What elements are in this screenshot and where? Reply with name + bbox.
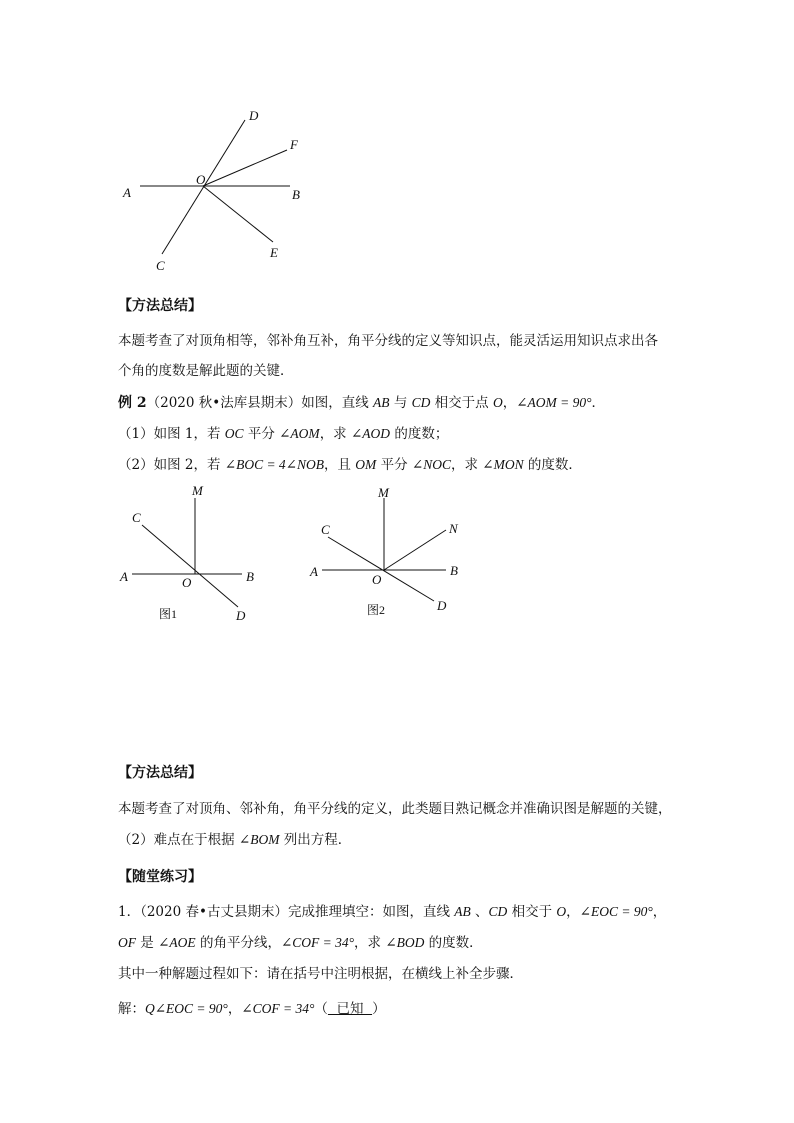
- summary-1-line-1: 本题考查了对顶角相等，邻补角互补，角平分线的定义等知识点，能灵活运用知识点求出各: [118, 333, 658, 349]
- label-m: M: [192, 483, 203, 498]
- math: O: [556, 904, 567, 919]
- math: ∠AOD: [350, 426, 391, 441]
- ray-oe: [203, 186, 273, 242]
- text: 是: [136, 935, 159, 951]
- text: ）: [372, 1001, 386, 1017]
- practice-heading: 【随堂练习】: [118, 869, 202, 885]
- text: ，且: [324, 457, 356, 473]
- label-d: D: [437, 598, 447, 613]
- math: ∠COF = 34°: [280, 935, 355, 950]
- figure-2-caption: 图2: [367, 603, 386, 617]
- text: 1．（2020 春•古丈县期末）完成推理填空：如图，直线: [118, 904, 455, 920]
- summary-2-line-1: 本题考查了对顶角、邻补角，角平分线的定义，此类题目熟记概念并准确识图是解题的关键，: [118, 801, 672, 817]
- label-a: A: [310, 564, 318, 579]
- label-o: O: [372, 572, 382, 587]
- label-c: C: [156, 258, 165, 273]
- text: ．: [591, 395, 606, 411]
- ray-on-fig2: [384, 530, 446, 570]
- math: CD: [488, 904, 508, 919]
- text: 相交于点: [430, 395, 493, 411]
- label-b: B: [246, 569, 254, 584]
- math: ∠BOM: [238, 832, 280, 847]
- text: 平分: [376, 457, 412, 473]
- text: ，求: [450, 457, 483, 473]
- figure-1-caption: 图1: [159, 607, 178, 621]
- math-aom: ∠AOM = 90°: [516, 395, 592, 410]
- math-o: O: [492, 395, 503, 410]
- text: 的度数．: [424, 935, 483, 951]
- math: ∠BOC = 4∠NOB: [224, 457, 324, 472]
- label-b: B: [450, 563, 458, 578]
- example-2-stem: [118, 393, 605, 413]
- label-m: M: [378, 485, 389, 500]
- text: ，: [652, 904, 667, 920]
- label-d: D: [249, 108, 259, 123]
- math: OM: [355, 457, 377, 472]
- label-f: F: [290, 137, 298, 152]
- text: ，: [502, 395, 517, 411]
- math: OC: [224, 426, 244, 441]
- example-2-source: （2020 秋•法库县期末）如图，直线: [146, 395, 374, 411]
- example-2-question-2: [118, 455, 582, 475]
- text: 解：: [118, 1001, 145, 1017]
- label-o: O: [182, 575, 192, 590]
- line-cd-fig1: [142, 525, 238, 607]
- text: （1）如图 1，若: [118, 426, 225, 442]
- practice-line-3: 其中一种解题过程如下：请在括号中注明根据，在横线上补全步骤．: [118, 966, 523, 982]
- text: 平分: [243, 426, 280, 442]
- example-2-question-1: [118, 424, 448, 444]
- math: ∠EOC = 90°: [579, 904, 653, 919]
- summary-2-line-2: [118, 830, 351, 850]
- label-b: B: [292, 187, 300, 202]
- text: ，求: [354, 935, 386, 951]
- text: 的度数．: [523, 457, 582, 473]
- figure-1: [112, 482, 272, 627]
- label-o: O: [196, 172, 206, 187]
- text: ，求: [319, 426, 351, 442]
- example-2-label: 例 2: [118, 395, 147, 411]
- label-c: C: [321, 522, 330, 537]
- math: ∠AOM: [279, 426, 320, 441]
- reason-blank: 已知: [327, 1001, 373, 1017]
- line-cd-fig2: [328, 537, 434, 601]
- label-a: A: [123, 185, 131, 200]
- label-a: A: [120, 569, 128, 584]
- text: 列出方程．: [279, 832, 352, 848]
- summary-1-line-2: 个角的度数是解此题的关键．: [118, 363, 294, 379]
- math: ∠BOD: [385, 935, 425, 950]
- text: （2）难点在于根据: [118, 832, 239, 848]
- math-ab: AB: [373, 395, 390, 410]
- practice-line-2: [118, 933, 483, 953]
- math: ∠MON: [482, 457, 524, 472]
- math: ∠AOE: [158, 935, 196, 950]
- figure-2: [300, 482, 475, 627]
- text: 、: [470, 904, 489, 920]
- math-cd: CD: [411, 395, 431, 410]
- label-d: D: [236, 608, 246, 623]
- math: ∠NOC: [411, 457, 451, 472]
- math: OF: [118, 935, 136, 950]
- math: ∠COF = 34°: [241, 1001, 315, 1016]
- text: （: [314, 1001, 328, 1017]
- practice-line-1: [118, 902, 666, 922]
- math: Q∠EOC = 90°: [145, 1001, 228, 1016]
- method-summary-heading-1: 【方法总结】: [118, 298, 202, 314]
- solution-line: [118, 999, 386, 1019]
- figure-top: [110, 100, 320, 280]
- label-n: N: [449, 521, 458, 536]
- text: 的度数；: [390, 426, 449, 442]
- text: 与: [389, 395, 412, 411]
- label-e: E: [270, 245, 278, 260]
- text: ，: [566, 904, 580, 920]
- text: ，: [227, 1001, 242, 1017]
- text: （2）如图 2，若: [118, 457, 225, 473]
- text: 的角平分线，: [195, 935, 281, 951]
- method-summary-heading-2: 【方法总结】: [118, 765, 202, 781]
- math: AB: [454, 904, 471, 919]
- text: 相交于: [507, 904, 557, 920]
- label-c: C: [132, 510, 141, 525]
